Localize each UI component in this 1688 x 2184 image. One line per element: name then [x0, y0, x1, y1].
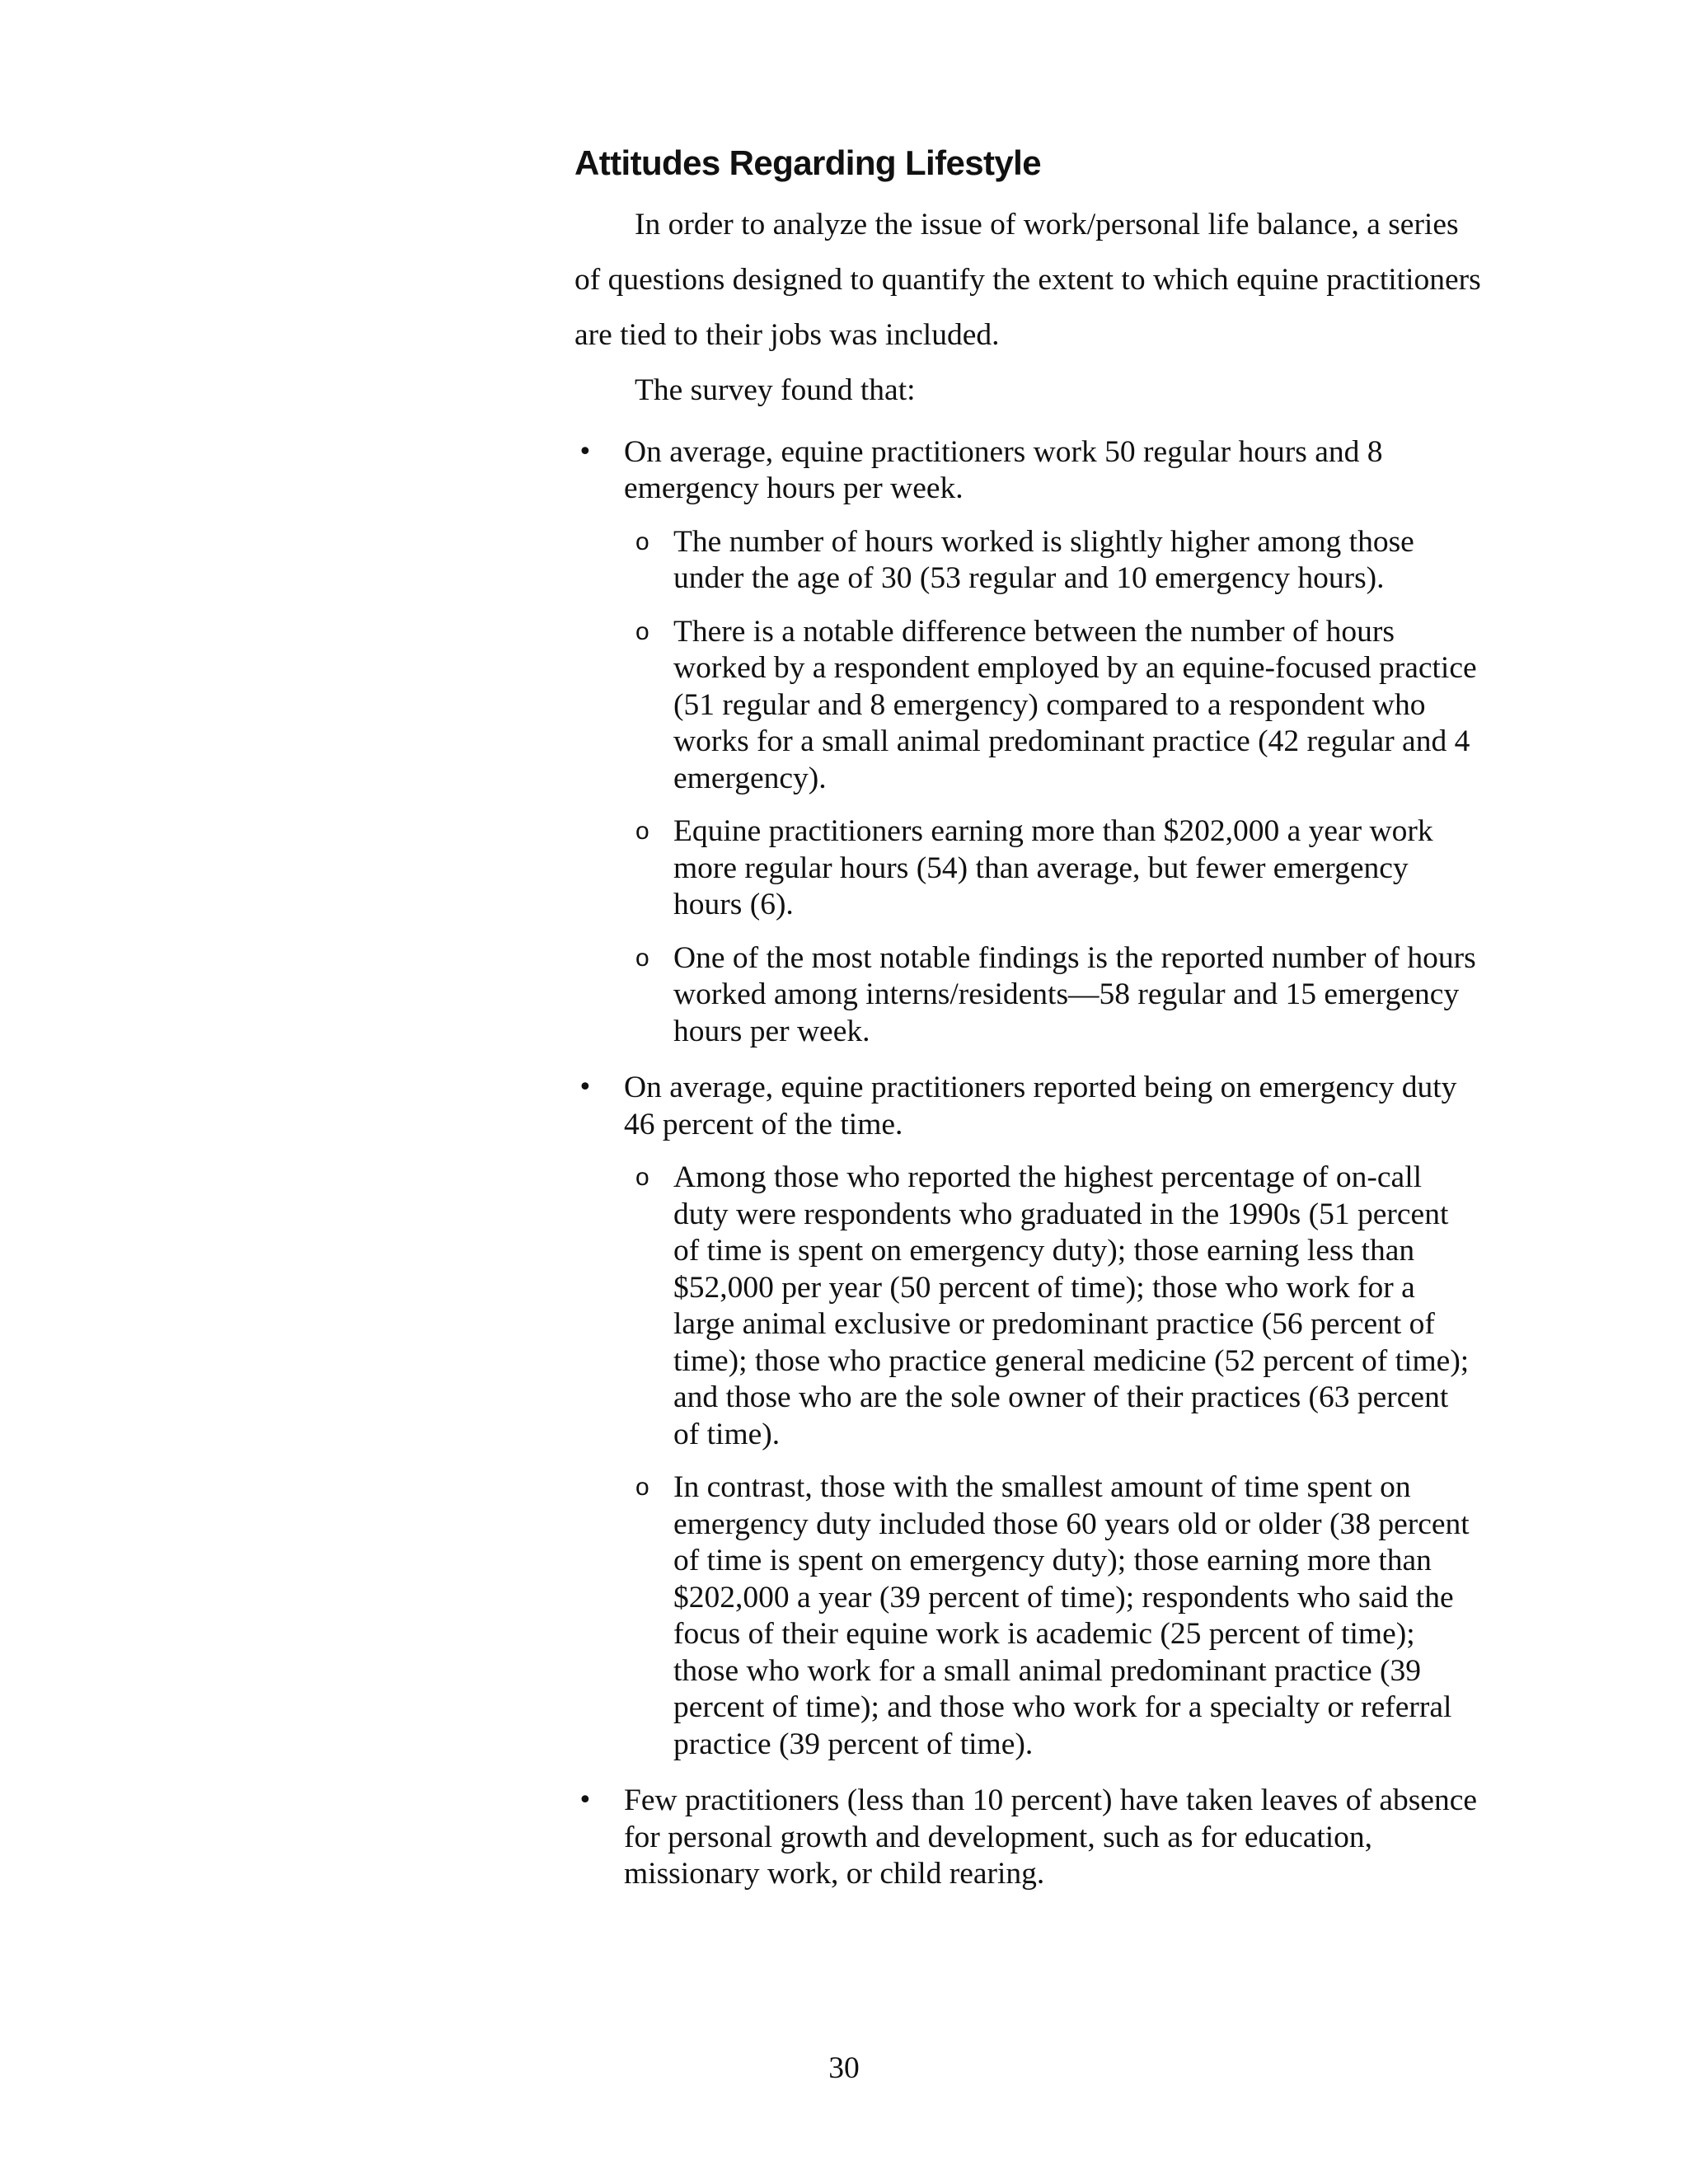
bullet-marker: • [578, 1786, 593, 1815]
sub-bullet-marker: o [635, 527, 649, 555]
list-item [574, 1783, 1481, 1893]
sub-list [624, 524, 1481, 1051]
findings-list [574, 434, 1481, 1893]
sub-list-item-text: Equine practitioners earning more than $202,000 a year work more regular hours (54) than average, but fewer emergency hours (6). [673, 814, 1433, 921]
sub-list-item-text: Among those who reported the highest percentage of on-call duty were respondents who graduated in the 1990s (51 percent of time is spent on emergency duty); those earning less than $52,000 per year (50 percent of time); those who work for a large animal exclusive or predominant practice (56 percent of time); those who practice general medicine (52 percent of time); and those who are the sole owner of their practices (63 percent of time). [673, 1160, 1470, 1451]
sub-list-item [624, 813, 1481, 924]
bullet-marker: • [578, 1073, 593, 1102]
bullet-marker: • [578, 437, 593, 466]
page-content [574, 142, 1481, 1913]
sub-bullet-marker: o [635, 1474, 649, 1501]
sub-list-item [624, 940, 1481, 1051]
intro-paragraph: In order to analyze the issue of work/personal life balance, a series of questions designed to quantify the extent to which equine practitioners are tied to their jobs was included. [574, 207, 1481, 352]
sub-bullet-marker: o [635, 944, 649, 972]
sub-list-item-text: There is a notable difference between the number of hours worked by a respondent employed by an equine-focused practice (51 regular and 8 emergency) compared to a respondent who works for a small animal predominant practice (42 regular and 4 emergency). [673, 614, 1477, 795]
list-item [574, 1070, 1481, 1763]
list-item [574, 434, 1481, 1051]
sub-bullet-marker: o [635, 1164, 649, 1191]
section-heading: Attitudes Regarding Lifestyle [574, 143, 1042, 182]
sub-list-item [624, 1160, 1481, 1453]
sub-bullet-marker: o [635, 818, 649, 845]
list-item-text: Few practitioners (less than 10 percent) have taken leaves of absence for personal growth and development, such as for education, missionary work, or child rearing. [624, 1783, 1477, 1891]
sub-list-item-text: One of the most notable findings is the reported number of hours worked among interns/residents—58 regular and 15 emergency hours per week. [673, 940, 1476, 1048]
sub-list-item [624, 524, 1481, 598]
sub-list-item [624, 1469, 1481, 1763]
lead-in-paragraph: The survey found that: [635, 373, 916, 407]
sub-list-item-text: In contrast, those with the smallest amount of time spent on emergency duty included those 60 years old or older (38 percent of time is spent on emergency duty); those earning more than $202,000 a year (39 percent of time); respondents who said the focus of their equine work is academic (25 percent of time); those who work for a small animal predominant practice (39 percent of time); and those who work for a specialty or referral practice (39 percent of time). [673, 1470, 1470, 1761]
sub-list-item-text: The number of hours worked is slightly higher among those under the age of 30 (53 regular and 10 emergency hours). [673, 524, 1414, 595]
sub-bullet-marker: o [635, 617, 649, 645]
list-item-text: On average, equine practitioners reported being on emergency duty 46 percent of the time. [624, 1071, 1457, 1141]
sub-list-item [624, 614, 1481, 798]
sub-list [624, 1160, 1481, 1763]
page-number: 30 [828, 2051, 860, 2085]
list-item-text: On average, equine practitioners work 50 regular hours and 8 emergency hours per week. [624, 434, 1383, 505]
